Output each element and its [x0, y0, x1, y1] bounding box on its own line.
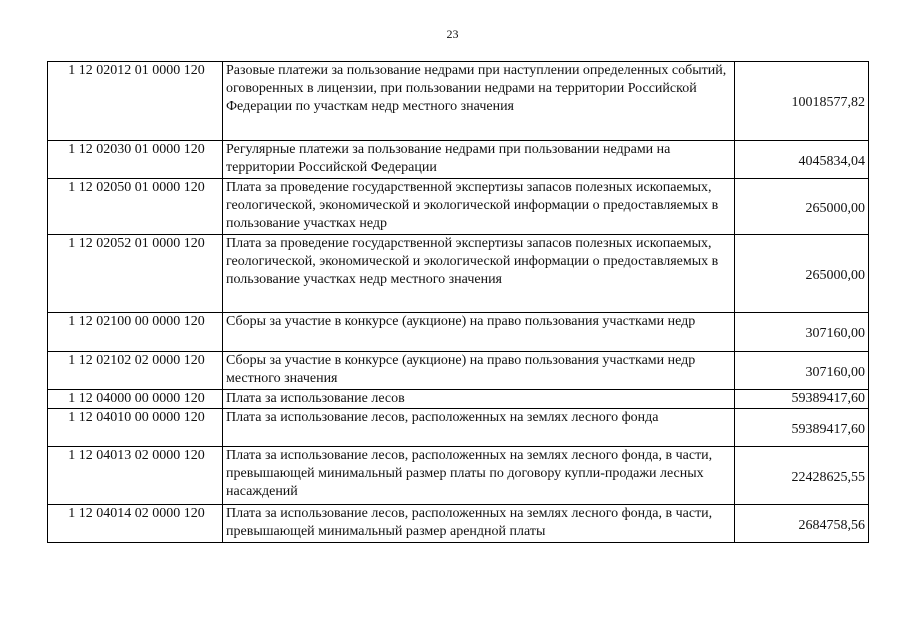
table-row [48, 179, 869, 235]
budget-classification-code: 1 12 02052 01 0000 120 [48, 235, 223, 313]
budget-classification-code: 1 12 02050 01 0000 120 [48, 179, 223, 235]
revenue-name: Сборы за участие в конкурсе (аукционе) на право пользования участками недр местного значения [223, 352, 735, 390]
table-row [48, 62, 869, 141]
revenue-name: Плата за использование лесов, расположенных на землях лесного фонда [223, 409, 735, 447]
page-number: 23 [446, 27, 459, 41]
revenue-amount: 10018577,82 [735, 62, 869, 141]
budget-classification-code: 1 12 04013 02 0000 120 [48, 447, 223, 505]
budget-classification-code: 1 12 04000 00 0000 120 [48, 390, 223, 409]
revenue-amount: 59389417,60 [735, 390, 869, 409]
revenue-amount: 2684758,56 [735, 505, 869, 543]
revenue-name: Плата за использование лесов, расположенных на землях лесного фонда, в части, превышающей минимальный размер арендной платы [223, 505, 735, 543]
table-row [48, 409, 869, 447]
table-row [48, 447, 869, 505]
table-row [48, 390, 869, 409]
revenue-amount: 4045834,04 [735, 141, 869, 179]
budget-classification-code: 1 12 04014 02 0000 120 [48, 505, 223, 543]
revenue-amount: 265000,00 [735, 235, 869, 313]
budget-classification-code: 1 12 02102 02 0000 120 [48, 352, 223, 390]
budget-classification-code: 1 12 02030 01 0000 120 [48, 141, 223, 179]
revenue-name: Плата за использование лесов [223, 390, 735, 409]
revenue-name: Сборы за участие в конкурсе (аукционе) на право пользования участками недр [223, 313, 735, 352]
revenue-amount: 307160,00 [735, 313, 869, 352]
table-row [48, 313, 869, 352]
table-row [48, 235, 869, 313]
revenue-name: Плата за использование лесов, расположенных на землях лесного фонда, в части, превышающей минимальный размер платы по договору купли-продажи лесных насаждений [223, 447, 735, 505]
revenue-name: Плата за проведение государственной экспертизы запасов полезных ископаемых, геологической, экономической и экологической информации о предоставляемых в пользование участках недр местного значения [223, 235, 735, 313]
budget-classification-code: 1 12 04010 00 0000 120 [48, 409, 223, 447]
table-row [48, 505, 869, 543]
table-row [48, 141, 869, 179]
revenue-name: Плата за проведение государственной экспертизы запасов полезных ископаемых, геологической, экономической и экологической информации о предоставляемых в пользование участках недр [223, 179, 735, 235]
revenue-amount: 59389417,60 [735, 409, 869, 447]
budget-classification-code: 1 12 02100 00 0000 120 [48, 313, 223, 352]
table-row [48, 352, 869, 390]
budget-classification-code: 1 12 02012 01 0000 120 [48, 62, 223, 141]
revenue-name: Регулярные платежи за пользование недрами при пользовании недрами на территории Российской Федерации [223, 141, 735, 179]
revenue-amount: 265000,00 [735, 179, 869, 235]
revenue-name: Разовые платежи за пользование недрами при наступлении определенных событий, оговоренных в лицензии, при пользовании недрами на территории Российской Федерации по участкам недр местного значения [223, 62, 735, 141]
revenue-amount: 22428625,55 [735, 447, 869, 505]
budget-revenue-table [47, 61, 869, 543]
revenue-amount: 307160,00 [735, 352, 869, 390]
